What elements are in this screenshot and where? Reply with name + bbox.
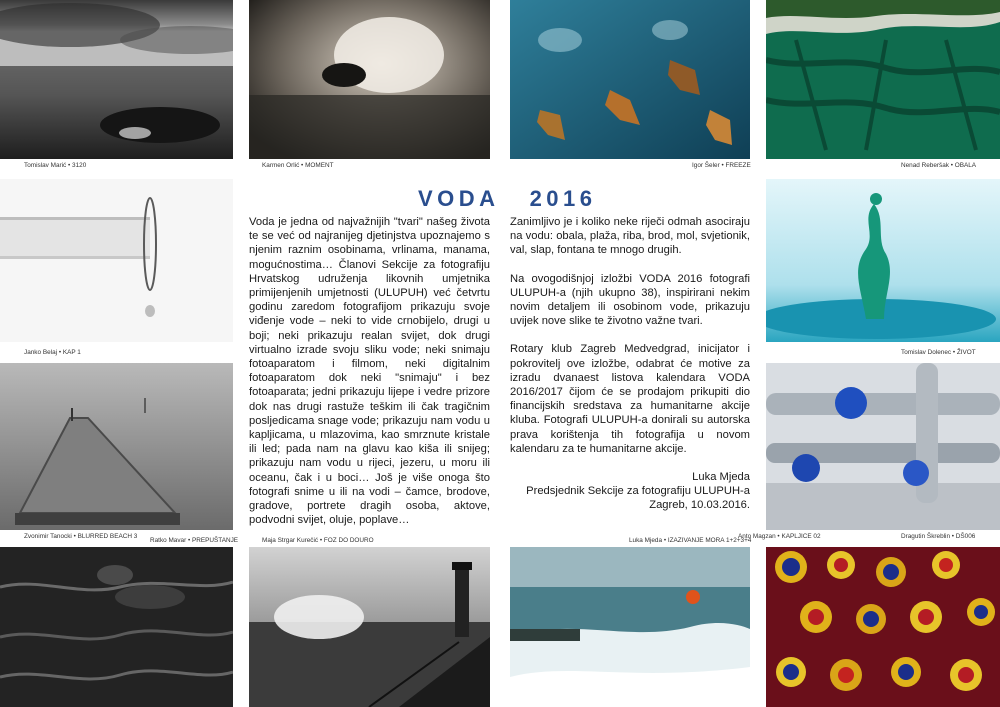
caption-photo-8: Ratko Mavar • PREPUŠTANJE	[150, 537, 239, 544]
signature-place-date: Zagreb, 10.03.2016.	[649, 499, 750, 512]
signature-name: Luka Mjeda	[692, 471, 750, 484]
photo-wave-splash	[249, 0, 490, 159]
photo-pier-fog	[0, 363, 233, 530]
caption-photo-12: Dragutin Škreblin • DŠ006	[901, 533, 976, 540]
signature-block	[510, 470, 750, 513]
photo-water-splash-drop	[766, 179, 1000, 342]
right-paragraph-3: Rotary klub Zagreb Medvedgrad, inicijator i pokrovitelj ove izložbe, odabrat će motive za izradu dvanaest listova kalendara VODA 2016/2017 čijom će se prodajom prikupiti dio financijskih sredstava za humanitarne akcije kluba. Fotografi ULUPUH-a donirali su autorska prava korištenja tih fotografija u novom kalendaru za te humanitarne akcije.	[510, 343, 750, 455]
caption-photo-4: Nenad Reberšak • OBALA	[901, 162, 977, 169]
caption-photo-11: Anto Magzan • KAPLJICE 02	[738, 533, 821, 540]
right-paragraph-1: Zanimljivo je i koliko neke riječi odmah asociraju na vodu: obala, plaža, riba, brod, mol, svjetionik, val, slap, fontana te mnogo drugih.	[510, 216, 750, 257]
caption-photo-5: Janko Belaj • KAP 1	[24, 349, 81, 356]
caption-photo-10: Luka Mjeda • IZAZIVANJE MORA 1+2+3+4	[629, 537, 752, 544]
signature-role: Predsjednik Sekcije za fotografiju ULUPUH-a	[526, 485, 750, 498]
intro-left-column	[249, 215, 490, 527]
photo-frozen-leaves	[510, 0, 750, 159]
caption-photo-7: Zvonimir Tanocki • BLURRED BEACH 3	[24, 533, 138, 540]
photo-lake-storm	[0, 0, 233, 159]
title-year: 2016	[529, 186, 597, 211]
photo-nude-water	[0, 547, 233, 707]
caption-photo-2: Karmen Orlić • MOMENT	[262, 162, 334, 169]
photo-glass-tube-drop	[0, 179, 233, 342]
right-paragraph-2: Na ovogodišnjoj izložbi VODA 2016 fotografi ULUPUH-a (njih ukupno 38), inspirirani nekim novim detaljem ili osobinom vode, prikazuju uvijek nove slike te životno važne tvari.	[510, 272, 750, 328]
intro-paragraph: Voda je jedna od najvažnijih "tvari" našeg života te se već od najranijeg djetinjstva upoznajemo s njenim raznim osobinama, vrlinama, manama, mogućnostima… Članovi Sekcije za fotografiju Hrvatskog udruženja likovnih umjetnika primijenjenih umjetnosti (ULUPUH) već četvrtu godinu zaredom fotografijom prikazuju svoje viđenje vode – neki to vide crnobijelo, drugi u boji; neki prikazuju realan svijet, dok drugi virtualno izrade svoju sliku vode; neki snimaju fotoaparatom i filmom, neki digitalnim fotoaparatom dok neki "snimaju" i bez fotoaparata; jedni prikazuju lijepe i vedre prizore dok nas drugi rastuže teškim ili čak tragičnim posljedicama snage vode; prikazuju nam vodu u kapljicama, u mlazovima, kao smrznute kristale ili led; pada nam na glavu kao kiša ili snijeg; prikazuju nam vodu u rijeci, jezeru, u moru ili oceanu, čak i u boci… Još je više onoga što fotografi snime u ili na vodi – čamce, brodove, gradove, portrete dragih osoba, aktove, podvodni svijet, oluje, poplave…	[249, 216, 490, 527]
intro-right-column	[510, 215, 750, 513]
photo-colorful-drops	[766, 547, 1000, 707]
caption-photo-3: Igor Šeler • FREEZE	[692, 162, 751, 169]
photo-surfer-waves	[510, 547, 750, 707]
caption-photo-9: Maja Strgar Kurečić • FOZ DO DOURO	[262, 537, 374, 544]
photo-pipes-industrial	[766, 363, 1000, 530]
caption-photo-1: Tomislav Marić • 3120	[24, 162, 87, 169]
title-word: VODA	[418, 186, 500, 211]
photo-coast-aerial	[766, 0, 1000, 159]
page-title	[418, 186, 597, 212]
photo-lighthouse-storm	[249, 547, 490, 707]
caption-photo-6: Tomislav Dolenec • ŽIVOT	[901, 349, 976, 356]
